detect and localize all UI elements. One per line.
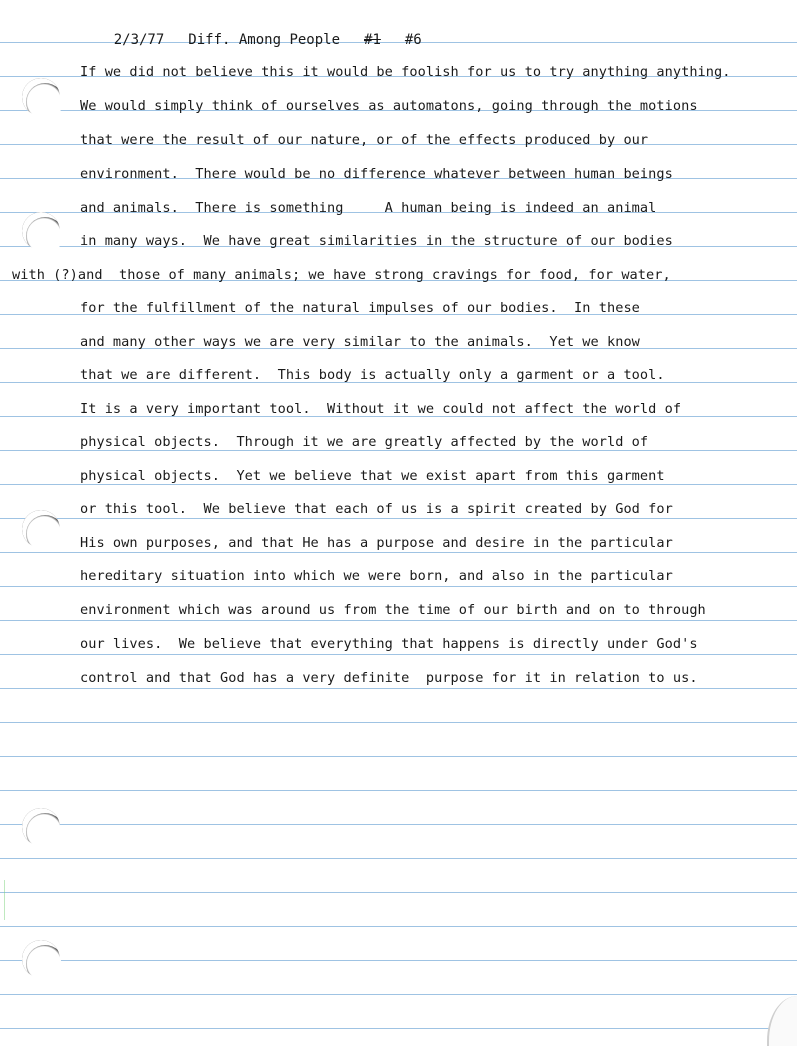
punch-hole [22, 510, 60, 548]
text-line: physical objects. Through it we are greatly affected by the world of [80, 434, 649, 450]
header-number: #6 [404, 32, 422, 48]
text-line: physical objects. Yet we believe that we exist apart from this garment [80, 468, 665, 484]
margin-line [4, 880, 5, 920]
text-line: His own purposes, and that He has a purpose and desire in the particular [80, 535, 673, 551]
punch-hole [22, 808, 60, 846]
text-line: and animals. There is something A human being is indeed an animal [80, 200, 657, 216]
page-header [80, 16, 422, 64]
page-corner-curl [767, 996, 797, 1046]
text-line: environment. There would be no difference whatever between human beings [80, 166, 673, 182]
text-line: for the fulfillment of the natural impulses of our bodies. In these [80, 300, 640, 316]
text-line: or this tool. We believe that each of us is a spirit created by God for [80, 501, 673, 517]
header-struck-number: #1 [364, 32, 381, 48]
text-line: We would simply think of ourselves as automatons, going through the motions [80, 98, 698, 114]
text-line: hereditary situation into which we were born, and also in the particular [80, 568, 673, 584]
text-line: and many other ways we are very similar to the animals. Yet we know [80, 334, 640, 350]
text-line: with (?)and those of many animals; we have strong cravings for food, for water, [12, 267, 671, 283]
header-date: 2/3/77 [113, 32, 165, 48]
punch-hole [22, 940, 60, 978]
text-line: our lives. We believe that everything that happens is directly under God's [80, 636, 698, 652]
punch-hole [22, 212, 60, 250]
text-line: that we are different. This body is actually only a garment or a tool. [80, 367, 665, 383]
text-line: If we did not believe this it would be foolish for us to try anything anything. [80, 64, 731, 80]
text-line: environment which was around us from the time of our birth and on to through [80, 602, 706, 618]
text-line: control and that God has a very definite purpose for it in relation to us. [80, 670, 698, 686]
text-line: in many ways. We have great similarities in the structure of our bodies [80, 233, 673, 249]
header-title: Diff. Among People [188, 32, 341, 48]
text-line: that were the result of our nature, or of the effects produced by our [80, 132, 649, 148]
text-line: It is a very important tool. Without it we could not affect the world of [80, 401, 682, 417]
punch-hole [22, 78, 60, 116]
